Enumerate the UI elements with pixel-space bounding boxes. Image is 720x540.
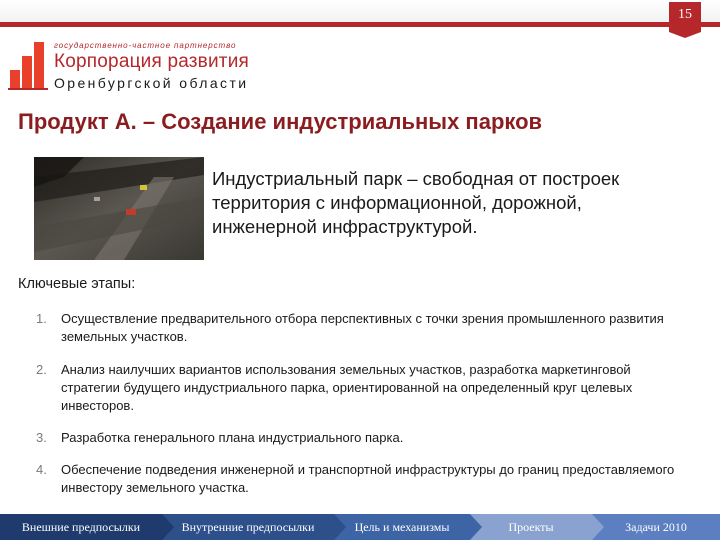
nav-goal-and-mechanisms[interactable] — [334, 514, 470, 540]
logo-name: Корпорация развития — [54, 51, 249, 72]
industrial-site-photo — [34, 157, 204, 260]
nav-external-prerequisites[interactable] — [0, 514, 162, 540]
stages-heading: Ключевые этапы: — [18, 276, 136, 292]
top-band — [0, 0, 720, 26]
stage-number: 1. — [36, 311, 47, 326]
stage-item — [36, 429, 686, 447]
stage-number: 4. — [36, 462, 47, 477]
nav-arrow — [592, 514, 604, 540]
stage-text: Обеспечение подведения инженерной и транспортной инфраструктуры до границ предоставляемого инвестору земельного участка. — [61, 462, 675, 495]
stage-text: Анализ наилучших вариантов использования земельных участков, разработка маркетинговой стратегии будущего индустриального парка, ориентированной на определенный круг целевых инвесторов. — [61, 362, 633, 413]
stage-item — [36, 461, 686, 497]
nav-arrow — [470, 514, 482, 540]
definition-text: Индустриальный парк – свободная от построек территория с информационной, дорожной, инженерной инфраструктурой. — [212, 168, 620, 237]
stage-text: Осуществление предварительного отбора перспективных с точки зрения промышленного развития земельных участков. — [61, 311, 664, 344]
nav-label: Задачи 2010 — [625, 520, 687, 534]
stage-text: Разработка генерального плана индустриального парка. — [61, 430, 404, 445]
nav-projects[interactable] — [470, 514, 592, 540]
nav-tasks-2010[interactable] — [592, 514, 720, 540]
nav-arrow — [334, 514, 346, 540]
stage-item — [36, 361, 686, 415]
bottom-navigation — [0, 514, 720, 540]
nav-label: Проекты — [508, 520, 554, 534]
stage-number: 2. — [36, 362, 47, 377]
nav-label: Цель и механизмы — [354, 520, 450, 534]
header-gradient — [0, 0, 720, 22]
nav-arrow — [162, 514, 174, 540]
page-number-text: 15 — [678, 7, 692, 22]
header-red-rule — [0, 22, 720, 27]
stage-item — [36, 310, 686, 346]
logo-region: Оренбургской области — [54, 75, 249, 91]
nav-label: Внутренние предпосылки — [181, 520, 315, 534]
page-number — [669, 2, 701, 32]
logo-icon — [8, 40, 48, 90]
nav-label: Внешние предпосылки — [21, 520, 141, 534]
nav-internal-prerequisites[interactable] — [162, 514, 334, 540]
stage-number: 3. — [36, 430, 47, 445]
page-title: Продукт А. – Создание индустриальных парков — [18, 109, 543, 134]
logo-tagline: государственно-частное партнерство — [54, 41, 237, 50]
